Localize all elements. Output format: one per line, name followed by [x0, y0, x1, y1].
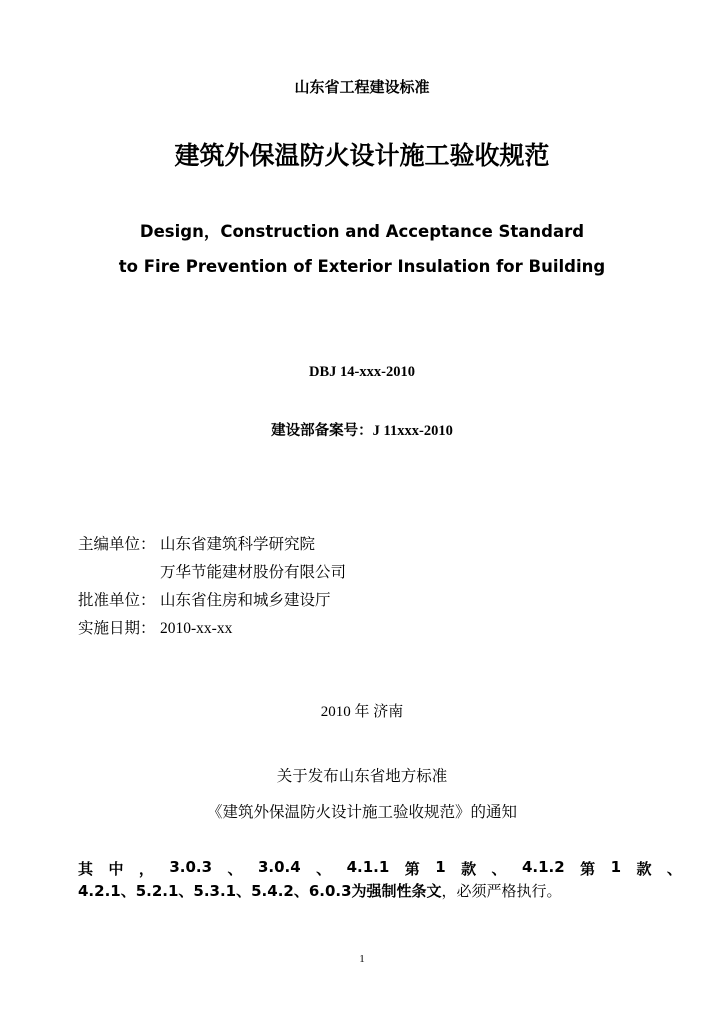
clause-token: 其 [78, 860, 94, 878]
clause-token: 、 [227, 860, 243, 878]
mandatory-clauses-line-2 [78, 880, 562, 901]
standard-category-title: 山东省工程建设标准 [294, 78, 430, 96]
clause-token: 中 [108, 860, 124, 878]
record-number: 建设部备案号：J 11xxx-2010 [271, 423, 453, 439]
mandatory-clauses-rest: ，必须严格执行。 [441, 884, 562, 900]
clause-token: 、 [316, 860, 332, 878]
clause-token: ， [138, 860, 154, 878]
notice-title-line-2: 《建筑外保温防火设计施工验收规范》的通知 [206, 804, 517, 821]
clause-token: 4.1.1 [346, 858, 390, 876]
clause-token: 、 [491, 860, 507, 878]
clause-token: 3.0.4 [257, 858, 301, 876]
clause-token: 4.1.2 [521, 858, 565, 876]
effective-date-label: 实施日期： [78, 620, 156, 637]
clause-token: 款 [461, 860, 477, 878]
approver-unit-row [78, 588, 331, 610]
editor-unit-row [78, 532, 315, 554]
clause-token: 1 [610, 858, 622, 876]
document-main-title: 建筑外保温防火设计施工验收规范 [174, 141, 550, 170]
approver-unit-label: 批准单位： [78, 592, 156, 609]
place-and-year: 2010 年 济南 [320, 704, 404, 720]
page-number: 1 [359, 953, 365, 965]
editor-unit-label: 主编单位： [78, 536, 156, 553]
effective-date: 2010-xx-xx [160, 620, 233, 637]
clause-token: 3.0.3 [169, 858, 213, 876]
effective-date-row [78, 616, 232, 638]
editor-unit-2: 万华节能建材股份有限公司 [160, 564, 347, 581]
mandatory-clauses-bold: 4.2.1、5.2.1、5.3.1、5.4.2、6.0.3为强制性条文 [78, 882, 442, 900]
clause-token: 第 [404, 860, 420, 878]
clause-token: 1 [435, 858, 446, 876]
english-title-line-2: to Fire Prevention of Exterior Insulation for Building [118, 257, 606, 276]
english-title-line-1: Design，Construction and Acceptance Standard [139, 222, 585, 241]
mandatory-clauses-line-1 [78, 858, 682, 879]
approver-unit: 山东省住房和城乡建设厅 [160, 592, 331, 609]
notice-title-line-1: 关于发布山东省地方标准 [276, 768, 448, 785]
standard-code: DBJ 14-xxx-2010 [309, 364, 415, 380]
clause-token: 款 [636, 860, 652, 878]
clause-token: 、 [666, 860, 682, 878]
clause-token: 第 [580, 860, 596, 878]
editor-unit-1: 山东省建筑科学研究院 [160, 536, 316, 553]
